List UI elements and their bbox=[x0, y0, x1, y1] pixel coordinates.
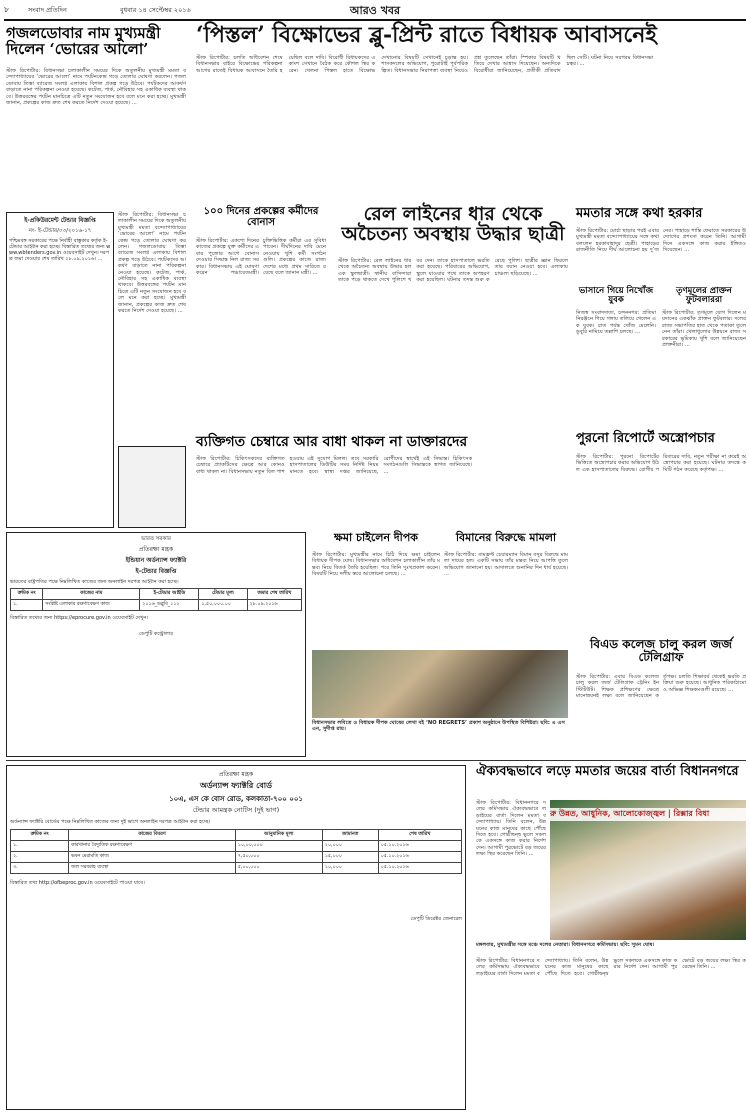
headline-vasan: ভাসানে গিয়ে নিখোঁজ যুবক bbox=[578, 286, 654, 305]
headline-rail: রেল লাইনের ধার থেকে অচৈতন্য অবস্থায় উদ্ধার ছাত্রী bbox=[341, 203, 565, 245]
story-body-gajaldoba: স্টাফ রিপোর্টার: বিধানসভা চলাকালীন সময়ের দিকে অতুলনীয় মুখ্যমন্ত্রী মমতা বন্দ্যোপাধ্যায়ের ‘ভোরের আলো’ নামে পর্যটনকেন্দ্র গড়ে তোলার ঘোষণা করলেন। গজলডোবায় তিস্তা ব্যারেজ সংলগ্ন এলাকায় বিশাল প্রকল্প গড়ে উঠবে। পর্যটকদের আকর্ষণ বাড়াতে নানা পরিকল্পনা নেওয়া হয়েছে। কটেজ, পার্ক, নৌবিহার সহ একাধিক ব্যবস্থা থাকবে। উত্তরবঙ্গের পর্যটন মানচিত্রে এটি নতুন সংযোজন হবে বলে মনে করা হচ্ছে। মুখ্যমন্ত্রী জানান, প্রকল্পের কাজ দ্রুত শেষ করতে নির্দেশ দেওয়া হয়েছে। ... bbox=[6, 68, 188, 107]
ad-ordnance-signature: ডেপুটি ডিরেক্টর জেনারেল bbox=[410, 916, 462, 922]
ad-ordnance-table-cell: ০৫.১০.২০১৬ bbox=[378, 852, 461, 863]
ad-ordnance-table-cell: ৩. bbox=[11, 863, 69, 874]
ad-railway-table bbox=[10, 588, 302, 611]
page-number: ৮ bbox=[4, 5, 10, 14]
story-body-bimal: স্টাফ রিপোর্টার: বামফ্রন্ট চেয়ারম্যান বিমান বসুর বিরুদ্ধে মামলা দায়ের হল। একটি সভায় তাঁর মন্তব্য নিয়ে আপত্তি তুলে অভিযোগ জানানো হয়। আদালতে শুনানির দিন ধার্য হয়েছে। ... bbox=[444, 552, 570, 578]
headline-bimal: বিমানের বিরুদ্ধে মামলা bbox=[455, 531, 557, 544]
rally-photo bbox=[550, 800, 746, 940]
ad-railway-table-cell: সংশ্লিষ্ট এলাকার রক্ষণাবেক্ষণ কাজ bbox=[43, 600, 140, 611]
book-launch-photo bbox=[312, 650, 568, 718]
ad-railway-column-header: কাজের নাম bbox=[43, 589, 140, 600]
ad-railway-table-cell: ১,৫০,০০০.০০ bbox=[199, 600, 247, 611]
ad-railway-column-header: ক্রমিক নং bbox=[11, 589, 43, 600]
headline-mamata-talk: মমতার সঙ্গে কথা হরকার bbox=[576, 206, 703, 221]
ad-tender-left-ref: নং- ই-টেন্ডার/০৩/২০১৬-১৭ bbox=[28, 228, 92, 234]
ad-railway-header2: প্রতিরক্ষা মন্ত্রক bbox=[138, 546, 174, 553]
ad-railway-header3: ইন্ডিয়ান অর্ডন্যান্স ফ্যাক্টরি bbox=[125, 557, 187, 564]
story-body-mamata-talk: স্টাফ রিপোর্টার: মোর্চা ছাড়ার পরই এবার মুখ্যমন্ত্রী মমতা বন্দ্যোপাধ্যায়ের সঙ্গে কথা বললেন হরকাবাহাদুর ছেত্রী। পাহাড়ের রাজনীতি নিয়ে দীর্ঘ আলোচনা হয় দু’জনের। পাহাড়ে শান্তি ফেরাতে সরকারের উদ্যোগের প্রশংসা করেন তিনি। আগামী দিনে একসঙ্গে কাজ করার ইঙ্গিতও দিয়েছেন। ... bbox=[576, 228, 748, 254]
ad-ordnance-table-cell: ২. bbox=[11, 852, 69, 863]
ad-ordnance-table-cell: ০৫.১০.২০১৬ bbox=[378, 841, 461, 852]
headline-pistol: ‘পিস্তল’ বিক্ষোভের ব্লু-প্রিন্ট রাতে বিধায়ক আবাসনেই bbox=[196, 22, 657, 48]
story-body-doctors: স্টাফ রিপোর্টার: চিকিৎসকদের ব্যক্তিগত চেম্বারে প্র্যাকটিসের ক্ষেত্রে আর কোনও বাধা থাকল না। বিধানসভায় নতুন বিল পাশ হওয়ায় এই সুযোগ মিলল। তবে সরকারি হাসপাতালের ডিউটির সময় নির্দিষ্ট নিয়ম মানতে হবে। স্বাস্থ্য দপ্তর জানিয়েছে, রোগীদের স্বার্থেই এই সিদ্ধান্ত। চিকিৎসক সংগঠনগুলি সিদ্ধান্তকে স্বাগত জানিয়েছে। ... bbox=[196, 456, 474, 475]
ad-ordnance-header4: টেন্ডার আমন্ত্রক নোটিস (দুই ভাগ) bbox=[192, 806, 280, 814]
ad-tender-left-body: পশ্চিমবঙ্গ সরকারের পক্ষে নির্বাহী বাস্তুকার কর্তৃক ই-টেন্ডার আহ্বান করা হচ্ছে। বিস্তারিত তথ্যের জন্য www.wbtenders.gov.in ওয়েবসাইট দেখুন। দরপত্র জমা দেওয়ার শেষ তারিখ ২৮.০৯.২০১৬। ... bbox=[9, 238, 111, 262]
ad-ordnance-table bbox=[10, 829, 462, 874]
ad-ordnance-table-cell: ভবন মেরামতি কাজ bbox=[69, 852, 236, 863]
ad-ordnance-intro: অর্ডন্যান্স ফ্যাক্টরি বোর্ডের পক্ষে নিম্নলিখিত কাজের জন্য দুই ভাগে অনলাইন দরপত্র আহ্বান করা হচ্ছে। bbox=[10, 819, 211, 825]
ad-railway-header1: ভারত সরকার bbox=[141, 536, 171, 542]
story-body-dipak: স্টাফ রিপোর্টার: মুখ্যমন্ত্রীর নামে চিঠি দিয়ে ক্ষমা চাইলেন বিধায়ক দীপক ঘোষ। বিধানসভার অধিবেশন চলাকালীন তাঁর মন্তব্য নিয়ে বিতর্ক তৈরি হয়েছিল। পরে তিনি দুঃখপ্রকাশ করেন। বিষয়টি নিয়ে দলীয় স্তরে আলোচনা চলছে। ... bbox=[312, 552, 442, 578]
ad-tender-left bbox=[6, 212, 114, 528]
ad-railway-table-row bbox=[11, 600, 302, 611]
story-body-bonus: স্টাফ রিপোর্টার: একশো দিনের কাজের প্রকল্পে যুক্ত কর্মীদের এবার পুজোর আগে বোনাস দেওয়ার সিদ্ধান্ত নিল রাজ্য সরকার। বিধানসভায় এই ঘোষণা করেন পঞ্চায়েতমন্ত্রী। চুক্তিভিত্তিক কর্মীরা এর সুবিধা পাবেন। দীর্ঘদিনের দাবি মেনে নেওয়ায় খুশি কর্মী সংগঠনগুলি। প্রকল্পের কাজে রাজ্য দেশের মধ্যে প্রথম সারিতে রয়েছে বলে জানান মন্ত্রী। ... bbox=[196, 238, 328, 277]
story-body-bed-college: স্টাফ রিপোর্টার: এবার বিএড কলেজ চালু করল জর্জ টেলিগ্রাফ ট্রেনিং ইনস্টিটিউট। শিক্ষক প্রশিক্ষণের ক্ষেত্রে মানোন্নয়নই লক্ষ্য বলে জানিয়েছেন কর্তৃপক্ষ। চলতি শিক্ষাবর্ষ থেকেই ভরতি প্রক্রিয়া শুরু হয়েছে। আধুনিক পরিকাঠামো ও অভিজ্ঞ শিক্ষকমণ্ডলী রয়েছে। ... bbox=[576, 674, 748, 700]
story-body-gajaldoba-cont: স্টাফ রিপোর্টার: বিধানসভা চলাকালীন সময়ের দিকে অতুলনীয় মুখ্যমন্ত্রী মমতা বন্দ্যোপাধ্যায়ের ‘ভোরের আলো’ নামে পর্যটনকেন্দ্র গড়ে তোলার ঘোষণা করলেন। গজলডোবায় তিস্তা ব্যারেজ সংলগ্ন এলাকায় বিশাল প্রকল্প গড়ে উঠবে। পর্যটকদের আকর্ষণ বাড়াতে নানা পরিকল্পনা নেওয়া হয়েছে। কটেজ, পার্ক, নৌবিহার সহ একাধিক ব্যবস্থা থাকবে। উত্তরবঙ্গের পর্যটন মানচিত্রে এটি নতুন সংযোজন হবে বলে মনে করা হচ্ছে। মুখ্যমন্ত্রী জানান, প্রকল্পের কাজ দ্রুত শেষ করতে নির্দেশ দেওয়া হয়েছে। ... bbox=[118, 212, 188, 315]
story-body-unity: স্টাফ রিপোর্টার: বিধাননগরে দলের কর্মিসভায় ঐক্যবদ্ধভাবে লড়াইয়ের বার্তা দিলেন মমতা বন্দ্যোপাধ্যায়। তিনি বলেন, উন্নয়নের কাজ মানুষের কাছে পৌঁছে দিতে হবে। গোষ্ঠীদ্বন্দ্ব ভুলে সকলকে একসঙ্গে কাজ করার নির্দেশ দেন। আগামী পুরভোটে বড় জয়ের লক্ষ্য স্থির করেছেন তিনি। ... bbox=[476, 958, 746, 977]
ad-ordnance-table-cell: ৫,০০,০০০ bbox=[235, 863, 322, 874]
ad-ordnance-table-cell: ০৫.১০.২০১৬ bbox=[378, 863, 461, 874]
headline-football: তৃণমূলের প্রাক্তন ফুটবলাররা bbox=[676, 286, 732, 305]
masthead-paper-name: সংবাদ প্রতিদিন bbox=[28, 6, 67, 14]
headline-unity: ঐক্যবদ্ধভাবে লড়ে মমতার জয়ের বার্তা বিধাননগরে bbox=[476, 764, 739, 779]
ad-railway-table-cell: ১. bbox=[11, 600, 43, 611]
ad-ordnance-column-header: জামানত bbox=[322, 830, 378, 841]
ad-railway-intro: ভারতের রাষ্ট্রপতির পক্ষে নিম্নলিখিত কাজের জন্য অনলাইন দরপত্র আহ্বান করা হচ্ছে। bbox=[10, 579, 179, 585]
ad-small-notice bbox=[118, 446, 186, 528]
ad-railway-tender bbox=[6, 532, 306, 757]
ad-ordnance-footer: বিস্তারিত তথ্য http://ofbeproc.gov.in ওয়েবসাইটে পাওয়া যাবে। bbox=[10, 880, 145, 886]
ad-ordnance-column-header: কাজের বিবরণ bbox=[69, 830, 236, 841]
section-title: আরও খবর bbox=[349, 4, 401, 17]
rally-banner: রু উন্নত, আধুনিক, আলোকোজ্জ্বল | রিক্সার বিধা bbox=[550, 808, 746, 821]
ad-ordnance-table-cell: ২০,০০০ bbox=[322, 841, 378, 852]
headline-gajaldoba: গজলডোবার নাম মুখ্যমন্ত্রী দিলেন ‘ভোরের আলো’ bbox=[6, 24, 161, 58]
ad-railway-footer: বিস্তারিত তথ্যের জন্য https://eprocure.gov.in ওয়েবসাইট দেখুন। bbox=[10, 615, 149, 621]
ad-railway-header4: ই-টেন্ডার বিজ্ঞপ্তি bbox=[135, 568, 177, 575]
ad-ordnance-header3: ১০এ, এস কে বোস রোড, কলকাতা-৭০০ ০০১ bbox=[169, 795, 303, 803]
ad-ordnance-table-cell: ১০,০০০ bbox=[322, 863, 378, 874]
headline-doctors: ব্যক্তিগত চেম্বারে আর বাধা থাকল না ডাক্তারদের bbox=[196, 434, 468, 450]
story-body-vasan: নিজস্ব সংবাদদাতা, চন্দননগর: প্রতিমা নিরঞ্জনে গিয়ে গঙ্গায় তলিয়ে গেলেন এক যুবক। রাত পর্যন্ত খোঁজ মেলেনি। ডুবুরি নামিয়ে তল্লাশি চলছে। ... bbox=[576, 310, 658, 336]
story-body-pistol: স্টাফ রিপোর্টার: চলতি অধিবেশন শেষে বিধানসভার বাইরে বিক্ষোভের পরিকল্পনা আগের রাতেই বিধায়ক আবাসনে তৈরি হয়েছিল বলে দাবি। বিরোধী বিধায়কদের একাংশ সেখানে বৈঠক করে কৌশল স্থির করেন। খেলনা পিস্তল হাতে বিক্ষোভ দেখানোর বিষয়টি সেখানেই চূড়ান্ত হয়। শাসকদলের অভিযোগ, পুরোটাই পূর্বপরিকল্পিত। বিধানসভার নিরাপত্তা ব্যবস্থা নিয়েও প্রশ্ন তুলেছেন তাঁরা। স্পিকার বিষয়টি খতিয়ে দেখার আশ্বাস দিয়েছেন। অন্যদিকে বিরোধীরা জানিয়েছেন, প্রতীকী প্রতিবাদ ছিল সেটি। ঘটনা নিয়ে সরগরম বিধানসভা চত্বর। ... bbox=[196, 55, 655, 74]
headline-bed-college: বিএড কলেজ চালু করল জর্জ টেলিগ্রাফ bbox=[590, 637, 732, 664]
masthead-date: বুধবার ১৪ সেপ্টেম্বর ২০১৬ bbox=[120, 6, 191, 14]
ad-railway-column-header: জমার শেষ তারিখ bbox=[247, 589, 301, 600]
ad-ordnance-header2: অর্ডন্যান্স ফ্যাক্টরি বোর্ড bbox=[199, 781, 272, 790]
story-body-unity-top: স্টাফ রিপোর্টার: বিধাননগরে দলের কর্মিসভায় ঐক্যবদ্ধভাবে লড়াইয়ের বার্তা দিলেন মমতা বন্দ্যোপাধ্যায়। তিনি বলেন, উন্নয়নের কাজ মানুষের কাছে পৌঁছে দিতে হবে। গোষ্ঠীদ্বন্দ্ব ভুলে সকলকে একসঙ্গে কাজ করার নির্দেশ দেন। আগামী পুরভোটে বড় জয়ের লক্ষ্য স্থির করেছেন তিনি। ... bbox=[476, 800, 548, 858]
ad-ordnance-table-cell: কারখানার বৈদ্যুতিক রক্ষণাবেক্ষণ bbox=[69, 841, 236, 852]
ad-ordnance-table-row bbox=[11, 863, 462, 874]
headline-old-report: পুরনো রিপোর্টে অস্ত্রোপচার bbox=[576, 431, 715, 446]
headline-bonus: ১০০ দিনের প্রকল্পের কর্মীদের বোনাস bbox=[203, 206, 319, 228]
ad-ordnance-table-cell: ১০,০০,০০০ bbox=[235, 841, 322, 852]
story-body-old-report: স্টাফ রিপোর্টার: পুরনো রিপোর্টের ভিত্তিতে অস্ত্রোপচার করার অভিযোগ উঠল এক হাসপাতালের বিরুদ্ধে। রোগীর পরিবারের দাবি, নতুন পরীক্ষা না করেই অস্ত্রোপচার করা হয়েছে। ঘটনার তদন্তে কমিটি গঠন করেছে কর্তৃপক্ষ। ... bbox=[576, 454, 746, 473]
ad-ordnance-column-header: শেষ তারিখ bbox=[378, 830, 461, 841]
ad-railway-signature: ডেপুটি কন্ট্রোলার bbox=[139, 631, 173, 637]
ad-tender-left-title: ই-প্রকিউরমেন্ট টেন্ডার বিজ্ঞপ্তি bbox=[24, 217, 96, 224]
ad-railway-column-header: ই-টেন্ডার আইডি bbox=[140, 589, 199, 600]
ad-ordnance-table-row bbox=[11, 852, 462, 863]
ad-ordnance-table-cell: জল সরবরাহ ব্যবস্থা bbox=[69, 863, 236, 874]
ad-ordnance-column-header: আনুমানিক মূল্য bbox=[235, 830, 322, 841]
rally-caption: মঙ্গলবার, মুখ্যমন্ত্রীর সঙ্গে মঞ্চে দলের নেতারা। বিধাননগরে কর্মিসভায়। ছবি: সুমন ঘোষ। bbox=[476, 942, 655, 948]
ad-railway-table-cell: ২৮.০৯.২০১৬ bbox=[247, 600, 301, 611]
ad-railway-column-header: টেন্ডার মূল্য bbox=[199, 589, 247, 600]
ad-railway-table-cell: ২০১৬_ডব্লুবি_১১২ bbox=[140, 600, 199, 611]
ad-ordnance-tender bbox=[6, 765, 466, 1110]
ad-ordnance-table-cell: ১. bbox=[11, 841, 69, 852]
ad-ordnance-table-cell: ১৫,০০০ bbox=[322, 852, 378, 863]
mid-page-rule bbox=[6, 760, 746, 761]
ad-ordnance-header1: প্রতিরক্ষা মন্ত্রক bbox=[218, 771, 254, 778]
headline-dipak: ক্ষমা চাইলেন দীপক bbox=[334, 531, 418, 544]
header-rule bbox=[4, 19, 746, 21]
story-body-football: স্টাফ রিপোর্টার: তৃণমূলে যোগ দিলেন ময়দানের একঝাঁক প্রাক্তন ফুটবলার। দলের রাজ্য সভাপতির হাত থেকে পতাকা তুলে নেন তাঁরা। খেলাধুলোর উন্নয়নে রাজ্য সরকারের ভূমিকায় খুশি বলে জানিয়েছেন প্রাক্তনীরা। ... bbox=[662, 310, 748, 349]
ad-ordnance-column-header: ক্রমিক নং bbox=[11, 830, 69, 841]
story-body-rail: স্টাফ রিপোর্টার: রেল লাইনের ধার থেকে অচৈতন্য অবস্থায় উদ্ধার হল এক স্কুলছাত্রী। স্থানীয় বাসিন্দারা তাকে পড়ে থাকতে দেখে পুলিশে খবর দেন। তাকে হাসপাতালে ভরতি করা হয়েছে। পরিবারের অভিযোগ, স্কুলে যাওয়ার পথে তাকে অপহরণ করা হয়েছিল। ঘটনার তদন্ত শুরু করেছে পুলিশ। ছাত্রীর জ্ঞান ফিরলে তার বয়ান নেওয়া হবে। এলাকায় চাঞ্চল্য ছড়িয়েছে। ... bbox=[338, 258, 570, 284]
book-launch-caption: বিধানসভার লবিতে ও বিধায়ক দীপক ঘোষের লেখা বই ‘NO REGRETS’ প্রকাশ অনুষ্ঠানে উপস্থিত বিশিষ্টরা। ছবি: এ এস এন, সুদীপ্ত রায়। bbox=[312, 720, 565, 733]
ad-ordnance-table-cell: ৭,৫০,০০০ bbox=[235, 852, 322, 863]
ad-ordnance-table-row bbox=[11, 841, 462, 852]
